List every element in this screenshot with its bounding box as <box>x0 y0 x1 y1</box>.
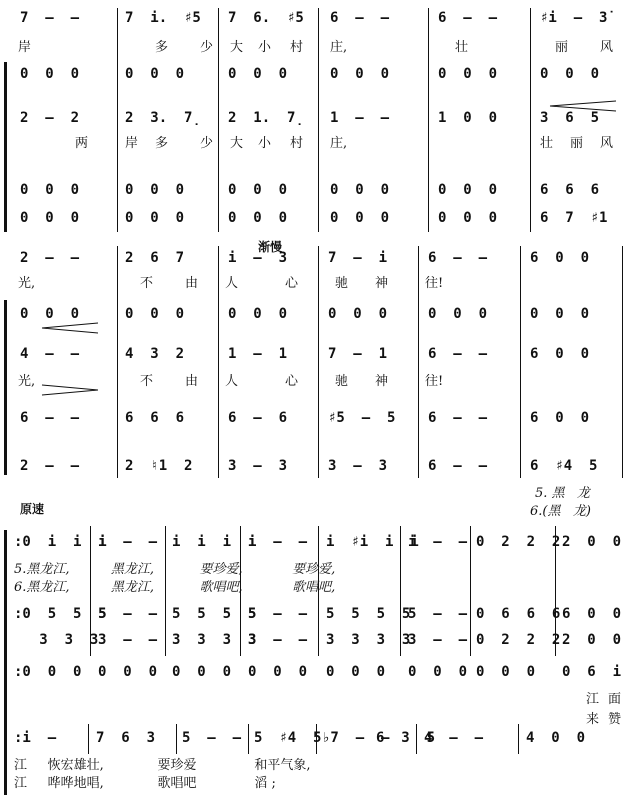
notation-row <box>0 410 640 430</box>
measure: 6 6 6 <box>540 182 600 198</box>
measure: 6 – – <box>428 250 488 266</box>
measure: 0 0 0 <box>438 182 498 198</box>
lyric-char: 岸 <box>18 40 32 55</box>
decrescendo-hairpin <box>40 384 100 396</box>
measure: 3 3 3 3 <box>326 632 411 648</box>
measure: i ♯i i i <box>326 534 419 550</box>
measure: i – 3 <box>228 250 288 266</box>
measure: 3 – 3 <box>228 458 288 474</box>
verse-label: 6.(黑 龙) <box>530 504 591 519</box>
measure: 5 ♯4 5 <box>254 730 322 746</box>
measure: 5 5 5 5 <box>326 606 411 622</box>
measure: 2 – – <box>20 458 80 474</box>
lyric-row: 江 哗哗地唱, 歌唱吧 滔 ; <box>14 776 276 791</box>
verse-label: 5. 黑 龙 <box>535 486 590 501</box>
lyric-char: 村 <box>290 136 304 151</box>
measure: 0 0 0 <box>98 664 158 680</box>
measure: 7 6 3 <box>96 730 156 746</box>
measure: 7 i. ♯5 <box>125 10 201 26</box>
measure: 0 0 0 <box>438 66 498 82</box>
measure: 0 2 2 2 <box>476 534 561 550</box>
measure: 4 – – <box>20 346 80 362</box>
notation-row <box>0 110 640 130</box>
lyric-char: 江 <box>586 692 600 707</box>
measure: 0 0 0 <box>228 66 288 82</box>
notation-row <box>0 606 640 626</box>
measure: 0 0 0 <box>330 210 390 226</box>
measure: i – – <box>408 534 468 550</box>
measure: 6 – – <box>438 10 498 26</box>
measure: 7 – i <box>328 250 388 266</box>
measure: i – – <box>98 534 158 550</box>
lyric-char: 由 <box>185 374 199 389</box>
lyric-char: 心 <box>285 374 299 389</box>
measure: :0 0 0 <box>14 664 82 680</box>
measure: 5 – – <box>248 606 308 622</box>
notation-row <box>0 730 640 750</box>
lyric-char: 由 <box>185 276 199 291</box>
measure: 0 0 0 <box>125 182 185 198</box>
lyric-char: 心 <box>285 276 299 291</box>
measure: 4 3 2 <box>125 346 185 362</box>
lyric-row: 5.黑龙江, 黑龙江, 要珍爱, 要珍爱, <box>14 562 336 577</box>
measure: 3 – – <box>408 632 468 648</box>
measure: 0 0 0 <box>328 306 388 322</box>
measure: 0 0 0 <box>172 664 232 680</box>
measure: 6 0 0 <box>530 410 590 426</box>
lyric-char: 往! <box>425 374 444 389</box>
measure: 6 ♯4 5 <box>530 458 598 474</box>
measure: 3 3 3 3 <box>172 632 257 648</box>
lyric-char: 往! <box>425 276 444 291</box>
lyric-char: 多 <box>155 136 169 151</box>
measure: 0 0 0 <box>408 664 468 680</box>
lyric-row <box>0 36 640 54</box>
crescendo-hairpin <box>40 322 100 334</box>
lyric-char: 村 <box>290 40 304 55</box>
measure: i – – <box>248 534 308 550</box>
notation-row <box>0 210 640 230</box>
measure: 0 6 6 6 <box>476 606 561 622</box>
lyric-char: 多 <box>155 40 169 55</box>
measure: :0 5 5 5 <box>14 606 107 622</box>
lyric-char: 壮 <box>540 136 554 151</box>
measure: 3 – – <box>248 632 308 648</box>
measure: 2 – – <box>20 250 80 266</box>
measure: 2 0 0 <box>562 632 622 648</box>
measure: 5 – – <box>408 606 468 622</box>
notation-row <box>0 250 640 270</box>
notation-row <box>0 10 640 30</box>
measure: 0 2 2 2 <box>476 632 561 648</box>
lyric-char: 不 <box>140 276 154 291</box>
lyric-char: 驰 <box>335 276 349 291</box>
lyric-char: 两 <box>75 136 89 151</box>
measure: 0 6 i <box>562 664 622 680</box>
measure: 0 0 0 <box>228 182 288 198</box>
measure: 6 6 6 <box>125 410 185 426</box>
measure: 0 0 0 <box>476 664 536 680</box>
lyric-char: 神 <box>375 276 389 291</box>
lyric-char: 丽 <box>555 40 569 55</box>
lyric-char: 大 <box>230 40 244 55</box>
measure: 6 – – <box>330 10 390 26</box>
measure: 6 3 5 <box>376 730 436 746</box>
measure: 7 – 1 <box>328 346 388 362</box>
measure: ♭7 – – <box>322 730 390 746</box>
measure: 0 0 0 <box>20 210 80 226</box>
lyric-row <box>0 132 640 150</box>
notation-row <box>0 66 640 86</box>
lyric-char: 丽 <box>570 136 584 151</box>
lyric-char: 神 <box>375 374 389 389</box>
notation-row <box>0 182 640 202</box>
lyric-char: 光, <box>18 374 36 389</box>
measure: 4 0 0 <box>526 730 586 746</box>
measure: 1 – – <box>330 110 390 126</box>
tempo-marking: 渐慢 <box>258 240 283 254</box>
measure: 5 5 5 5 <box>172 606 257 622</box>
notation-row <box>0 632 640 652</box>
measure: 0 0 0 <box>20 182 80 198</box>
measure: 2 – 2 <box>20 110 80 126</box>
measure: 1 0 0 <box>438 110 498 126</box>
lyric-char: 岸 <box>125 136 139 151</box>
measure: ♯5 – 5 <box>328 410 396 426</box>
lyric-char: 少 <box>200 40 214 55</box>
measure: :0 i i i <box>14 534 107 550</box>
measure: 6 7 ♯1 <box>540 210 608 226</box>
notation-row <box>0 664 640 684</box>
measure: 1 – 1 <box>228 346 288 362</box>
measure: ♯i – 3̇ <box>540 10 608 26</box>
measure: 6 – – <box>428 458 488 474</box>
lyric-char: 大 <box>230 136 244 151</box>
measure: 0 0 0 <box>330 66 390 82</box>
measure: 3 – – <box>98 632 158 648</box>
lyric-row <box>0 708 640 726</box>
lyric-char: 不 <box>140 374 154 389</box>
measure: 0 0 0 <box>248 664 308 680</box>
lyric-char: 小 <box>258 40 272 55</box>
measure: 0 0 0 <box>428 306 488 322</box>
lyric-char: 风 <box>600 40 614 55</box>
measure: 3 6 5 <box>540 110 600 126</box>
measure: 6 – – <box>428 346 488 362</box>
notation-row <box>0 458 640 478</box>
tempo-marking: 原速 <box>20 502 45 516</box>
lyric-char: 赞 <box>608 712 622 727</box>
measure: 0 0 0 <box>228 210 288 226</box>
lyric-char: 小 <box>258 136 272 151</box>
lyric-char: 驰 <box>335 374 349 389</box>
crescendo-hairpin <box>548 100 618 112</box>
measure: 0 0 0 <box>125 306 185 322</box>
measure: 6 – – <box>20 410 80 426</box>
measure: 0 0 0 <box>125 210 185 226</box>
lyric-row <box>0 272 640 290</box>
lyric-row <box>0 688 640 706</box>
measure: 0 0 0 <box>540 66 600 82</box>
measure: 5 – – <box>98 606 158 622</box>
measure: 0 0 0 <box>438 210 498 226</box>
measure: 6 – 6 <box>228 410 288 426</box>
lyric-char: 庄, <box>330 136 348 151</box>
measure: 6 0 0 <box>530 250 590 266</box>
lyric-char: 壮 <box>455 40 469 55</box>
measure: 0 0 0 <box>530 306 590 322</box>
lyric-char: 面 <box>608 692 622 707</box>
measure: 5 – – <box>182 730 242 746</box>
measure: 3 – 3 <box>328 458 388 474</box>
lyric-char: 风 <box>600 136 614 151</box>
measure: :i – <box>14 730 57 746</box>
lyric-char: 人 <box>225 374 239 389</box>
measure: 0 0 0 <box>20 66 80 82</box>
measure: 0 0 0 <box>326 664 386 680</box>
lyric-char: 少 <box>200 136 214 151</box>
measure: 6 0 0 <box>562 606 622 622</box>
notation-row <box>0 346 640 366</box>
lyric-char: 光, <box>18 276 36 291</box>
measure: 3 3 3 <box>14 632 99 648</box>
measure: 4 – – <box>424 730 484 746</box>
measure: 0 0 0 <box>330 182 390 198</box>
measure: 6 0 0 <box>530 346 590 362</box>
measure: 2 3. 7̣ <box>125 110 201 126</box>
measure: 7 – – <box>20 10 80 26</box>
lyric-char: 来 <box>586 712 600 727</box>
measure: 0 0 0 <box>20 306 80 322</box>
lyric-char: 人 <box>225 276 239 291</box>
lyric-row: 6.黑龙江, 黑龙江, 歌唱吧, 歌唱吧, <box>14 580 336 595</box>
measure: 6 – – <box>428 410 488 426</box>
lyric-char: 庄, <box>330 40 348 55</box>
measure: 7 6. ♯5 <box>228 10 304 26</box>
measure: i i i i <box>172 534 257 550</box>
notation-row <box>0 534 640 554</box>
lyric-row: 江 恢宏雄壮, 要珍爱 和平气象, <box>14 758 311 773</box>
measure: 0 0 0 <box>228 306 288 322</box>
measure: 2 6 7 <box>125 250 185 266</box>
measure: 2 1. 7̣ <box>228 110 304 126</box>
measure: 2 ♮1 2 <box>125 458 193 474</box>
measure: 0 0 0 <box>125 66 185 82</box>
measure: 2 0 0 <box>562 534 622 550</box>
